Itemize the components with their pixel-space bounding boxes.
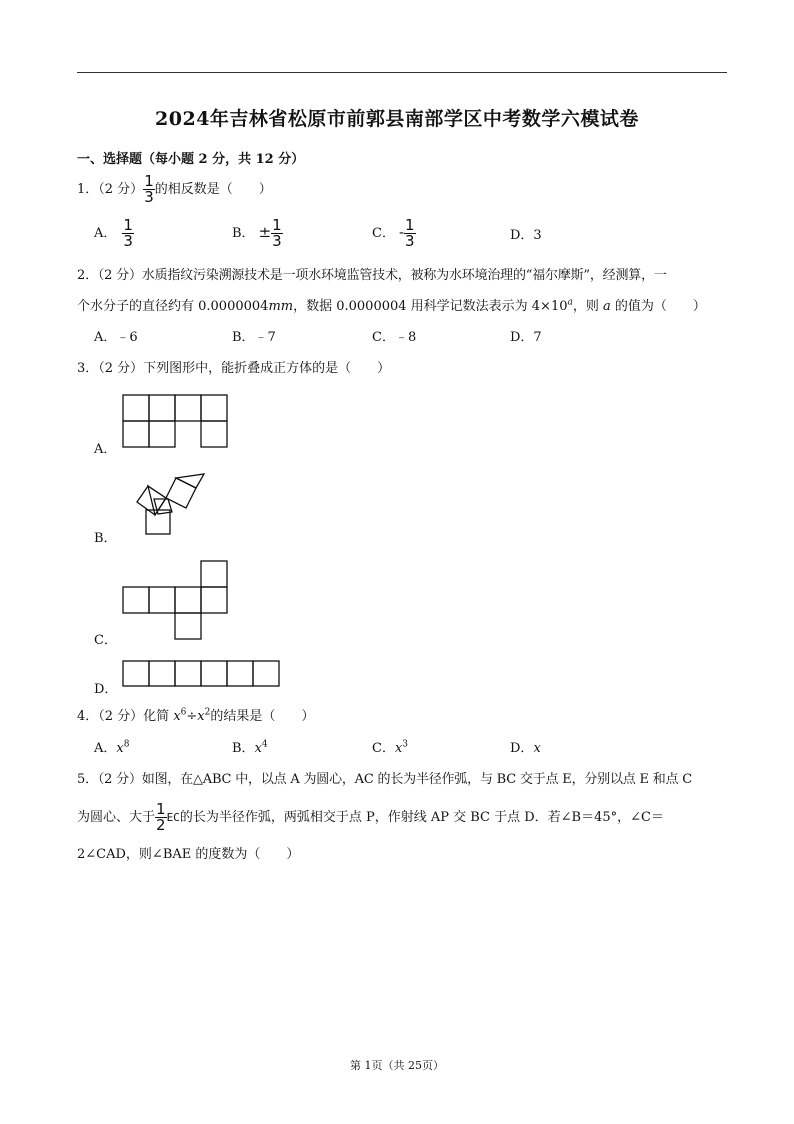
net-square bbox=[149, 661, 175, 686]
q1-fraction bbox=[143, 174, 155, 205]
section-heading: 一、选择题（每小题 2 分，共 12 分） bbox=[77, 152, 305, 167]
net-square bbox=[149, 421, 175, 447]
net-square bbox=[201, 587, 227, 613]
net-square bbox=[201, 421, 227, 447]
net-square bbox=[123, 661, 149, 686]
q1-b-num: 1 bbox=[272, 216, 282, 234]
q1-b-den: 3 bbox=[272, 232, 282, 250]
q2-exponent: a bbox=[567, 297, 573, 308]
q2-text-c: ，则 bbox=[572, 299, 604, 314]
question-5-line-1: 5．（2 分）如图，在△ABC 中，以点 A 为圆心，AC 的长为半径作弧，与 BC 交于点 E，分别以点 E 和点 C bbox=[77, 772, 693, 787]
q1-c-den: 3 bbox=[405, 232, 415, 250]
net-square bbox=[123, 587, 149, 613]
q2-text-b: ，数据 0.0000004 用科学记数法表示为 4×10 bbox=[293, 299, 568, 314]
q4-b-base: x bbox=[254, 741, 262, 756]
q1-a-num: 1 bbox=[123, 216, 133, 234]
net-square bbox=[123, 395, 149, 421]
q1-a-den: 3 bbox=[123, 232, 133, 250]
q5-ec: EC bbox=[166, 811, 180, 824]
q2-variable: a bbox=[603, 299, 611, 314]
net-square bbox=[201, 395, 227, 421]
q1-option-b-label: B． bbox=[232, 226, 255, 241]
q4-a-exp: 8 bbox=[123, 739, 130, 750]
net-square bbox=[201, 661, 227, 686]
q5-frac-den: 2 bbox=[156, 816, 166, 834]
net-square bbox=[201, 561, 227, 587]
net-square bbox=[227, 661, 253, 686]
net-square bbox=[123, 421, 149, 447]
q4-option-b[interactable] bbox=[232, 737, 268, 756]
net-triangle bbox=[176, 474, 204, 488]
q4-b-exp: 4 bbox=[261, 739, 268, 750]
q3-option-c[interactable]: C． bbox=[94, 633, 117, 648]
page-title: 2024年吉林省松原市前郭县南部学区中考数学六模试卷 bbox=[155, 108, 639, 130]
q4-base-1: x bbox=[173, 709, 181, 724]
q4-option-d[interactable] bbox=[510, 737, 541, 756]
q1-c-sign: - bbox=[398, 223, 405, 241]
q4-option-a[interactable] bbox=[94, 737, 129, 756]
q3-figure-c bbox=[122, 560, 232, 642]
q1-frac-num: 1 bbox=[144, 172, 154, 190]
q3-option-b[interactable]: B． bbox=[94, 531, 117, 546]
q4-d-base: x bbox=[533, 741, 541, 756]
q5-text-b: 的长为半径作弧，两弧相交于点 P，作射线 AP 交 BC 于点 D．若∠B＝45°，∠C＝ bbox=[179, 810, 664, 825]
q4-exp-1: 6 bbox=[180, 707, 187, 718]
net-square bbox=[149, 395, 175, 421]
q2-option-d[interactable]: D．7 bbox=[510, 330, 542, 345]
q4-c-label: C． bbox=[372, 741, 395, 756]
question-5-line-3: 2∠CAD，则∠BAE 的度数为（ ） bbox=[77, 847, 300, 862]
net-square bbox=[175, 587, 201, 613]
q1-option-b[interactable] bbox=[232, 218, 283, 249]
page-footer: 第 1页（共 25页） bbox=[350, 1059, 444, 1072]
net-square bbox=[166, 478, 196, 508]
q3-option-d[interactable]: D． bbox=[94, 682, 118, 697]
q1-option-d[interactable]: D．3 bbox=[510, 228, 542, 243]
q5-text-a: 为圆心、大于 bbox=[77, 810, 156, 825]
net-square bbox=[149, 587, 175, 613]
q4-a-base: x bbox=[116, 741, 124, 756]
q3-option-a[interactable]: A． bbox=[94, 442, 117, 457]
net-square bbox=[175, 395, 201, 421]
q1-option-c-label: C． bbox=[372, 226, 395, 241]
q4-c-base: x bbox=[394, 741, 403, 756]
net-square bbox=[253, 661, 279, 686]
question-3: 3．（2 分）下列图形中，能折叠成正方体的是（ ） bbox=[77, 361, 391, 376]
header-rule bbox=[77, 72, 727, 73]
q1-option-a[interactable] bbox=[94, 218, 134, 249]
q4-b-label: B． bbox=[232, 741, 255, 756]
q3-figure-a bbox=[122, 394, 232, 450]
q4-exp-2: 2 bbox=[204, 707, 211, 718]
question-1 bbox=[77, 174, 272, 205]
q4-c-exp: 3 bbox=[402, 739, 409, 750]
q2-option-c[interactable]: C．﹣8 bbox=[372, 330, 417, 345]
q1-option-a-label: A． bbox=[94, 226, 117, 241]
q4-a-label: A． bbox=[94, 741, 117, 756]
q1-suffix: 的相反数是（ ） bbox=[154, 182, 272, 197]
q1-prefix: 1．（2 分） bbox=[77, 182, 144, 197]
q4-suffix: 的结果是（ ） bbox=[210, 709, 315, 724]
q2-text-d: 的值为（ ） bbox=[610, 299, 706, 314]
q4-option-c[interactable] bbox=[372, 737, 408, 756]
q4-prefix: 4．（2 分）化简 bbox=[77, 709, 174, 724]
q1-c-num: 1 bbox=[405, 216, 415, 234]
question-4 bbox=[77, 705, 314, 724]
q1-option-c[interactable] bbox=[372, 218, 416, 249]
q5-frac-num: 1 bbox=[156, 800, 166, 818]
q1-b-sign: ± bbox=[258, 223, 272, 241]
q4-base-2: x bbox=[197, 709, 205, 724]
q2-unit: mm bbox=[268, 299, 294, 314]
q4-operator: ÷ bbox=[186, 709, 198, 724]
q4-d-label: D． bbox=[510, 741, 534, 756]
net-square bbox=[175, 661, 201, 686]
q1-frac-den: 3 bbox=[144, 188, 154, 206]
q2-option-a[interactable]: A．﹣6 bbox=[94, 330, 138, 345]
question-2-line-2 bbox=[77, 295, 706, 314]
q2-text-a: 个水分子的直径约有 0.0000004 bbox=[77, 299, 269, 314]
question-5-line-2 bbox=[77, 802, 664, 833]
net-square bbox=[175, 613, 201, 639]
q3-figure-d bbox=[122, 660, 282, 688]
q2-option-b[interactable]: B．﹣7 bbox=[232, 330, 276, 345]
question-2-line-1: 2．（2 分）水质指纹污染溯源技术是一项水环境监管技术，被称为水环境治理的“福尔摩斯”，经测算，一 bbox=[77, 268, 667, 283]
q3-figure-b bbox=[120, 470, 210, 540]
